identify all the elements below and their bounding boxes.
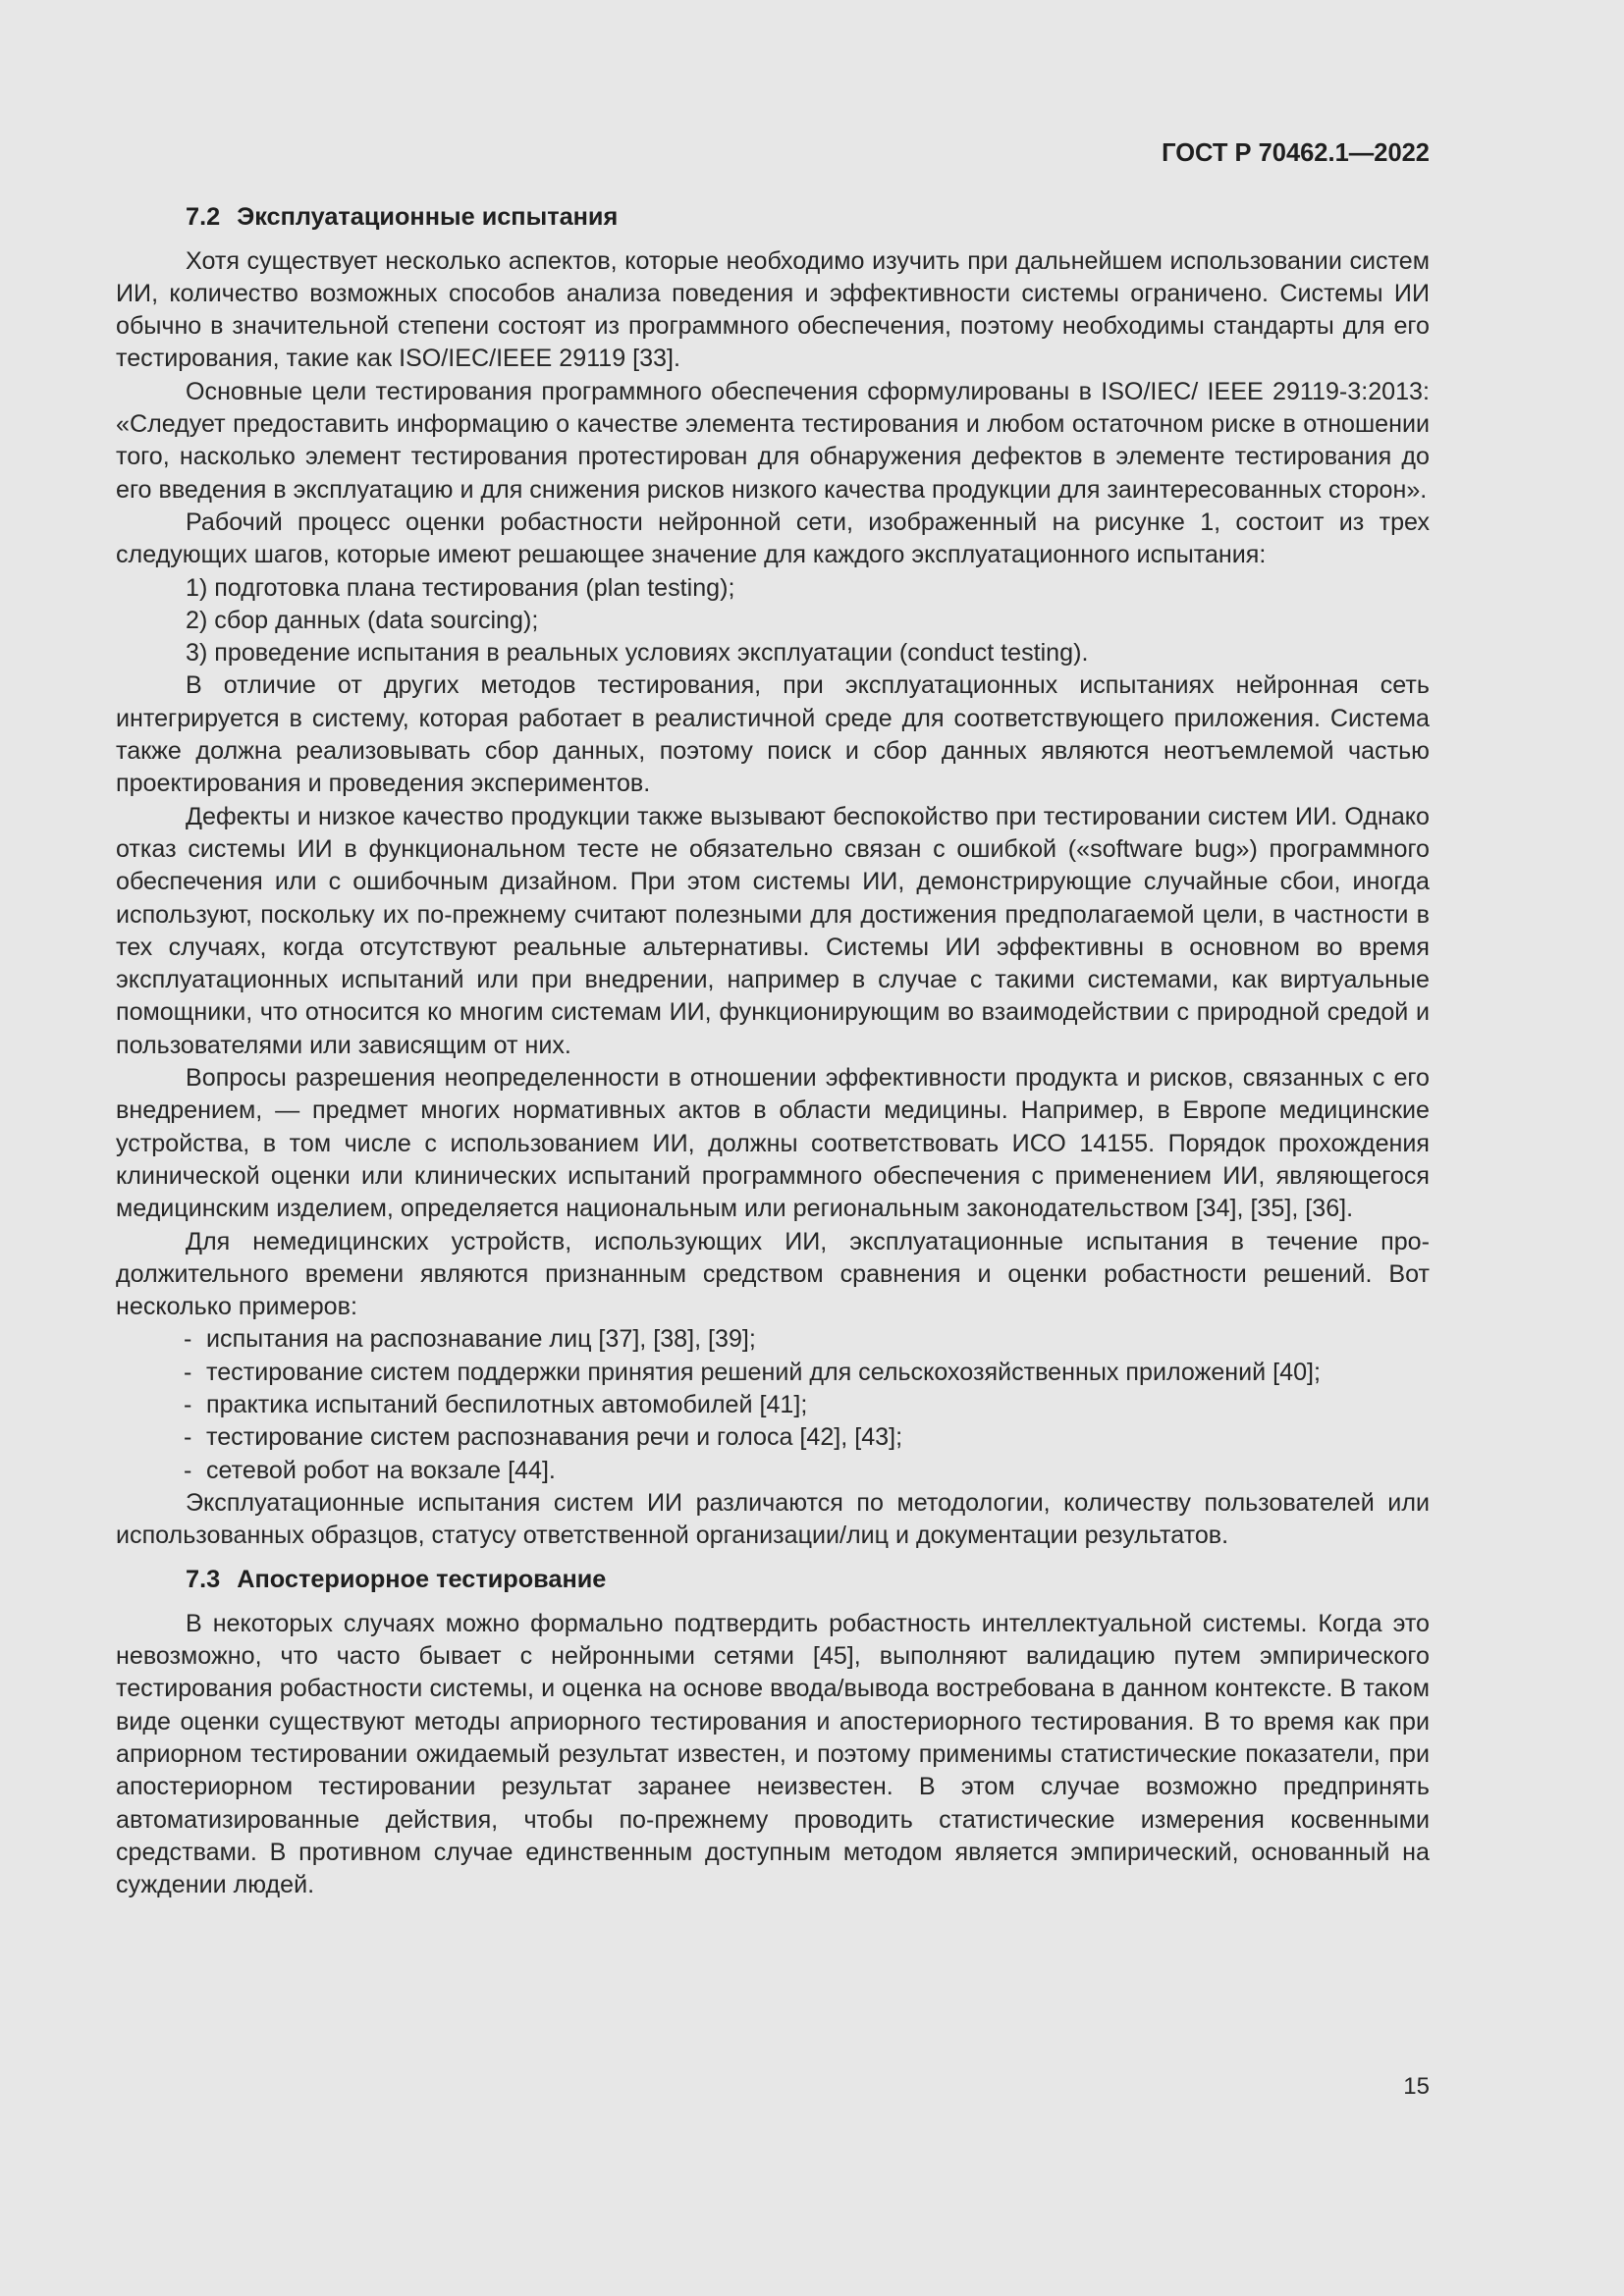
section-heading-7-2: [116, 201, 1430, 234]
paragraph: В некоторых случаях можно формально подтвердить робастность интеллектуальной системы. Когда это невозможно, что часто бывает с нейронными сетями [45], выполняют валидацию путем эмпирического тестирования робастности системы, и оценка на основе ввода/вывода востребована в данном контексте. В таком виде оценки существуют методы априорного тестирования и апостериорного тестирования. В то время как при априорном тестировании ожидаемый результат известен, и поэтому применимы статистические показатели, при апостериорном тестировании результат заранее неизвестен. В этом случае возможно предпринять автоматизированные действия, чтобы по-прежнему проводить статистические измерения косвенными средствами. В противном случае единственным доступным методом является эмпирический, основанный на суждении людей.: [116, 1609, 1430, 1899]
section-title: Апостериорное тестирование: [237, 1566, 607, 1594]
paragraph: Хотя существует несколько аспектов, которые необходимо изучить при дальнейшем использовании систем ИИ, количество возможных способов анализа поведения и эффективности системы ограничено. Системы ИИ обычно в значительной степени состоят из программного обеспечения, поэтому необходимы стандарты для его тестирования, такие как ISO/IEC/IEEE 29119 [33].: [116, 246, 1430, 373]
dash-list-item: [116, 1357, 1430, 1389]
dash-bullet: -: [184, 1390, 192, 1418]
page-number: 15: [1403, 2073, 1430, 2100]
dash-bullet: -: [184, 1325, 192, 1354]
numbered-list-item: 2) сбор данных (data sourcing);: [186, 606, 539, 634]
dash-list-item: [116, 1421, 1430, 1454]
section-heading-7-3: [116, 1564, 1430, 1596]
dash-list-item: [116, 1323, 1430, 1356]
section-number: 7.2: [186, 203, 221, 232]
dash-list-item: [116, 1455, 1430, 1487]
section-number: 7.3: [186, 1566, 221, 1594]
list-item-text: сетевой робот на вокзале [44].: [206, 1456, 556, 1484]
paragraph: Основные цели тестирования программного обеспечения сформулированы в ISO/IEC/ IEEE 29119-3:2013: «Следует предоставить информацию о качестве элемента тестирования и любом остаточном риске в отношении того, насколько элемент тестирования протестирован для обнаружения дефектов в элементе тестирования до его введения в эксплуатацию и для снижения рисков низкого качества продукции для заинтересованных сторон».: [116, 377, 1430, 504]
section-title: Эксплуатационные испытания: [237, 203, 619, 232]
paragraph: Для немедицинских устройств, использующих ИИ, эксплуатационные испытания в течение продолжительного времени являются признанным средством сравнения и оценки робастности решений. Вот несколько примеров:: [116, 1227, 1430, 1321]
paragraph: Вопросы разрешения неопределенности в отношении эффективности продукта и рисков, связанных с его внедрением, — предмет многих нормативных актов в области медицины. Например, в Европе медицинские устройства, в том числе с использованием ИИ, должны соответствовать ИСО 14155. Порядок прохождения клинической оценки или клинических испытаний программного обеспечения с применением ИИ, являющегося медицинским изделием, определяется национальным или региональным законодательством [34], [35], [36].: [116, 1064, 1430, 1223]
paragraph: Рабочий процесс оценки робастности нейронной сети, изображенный на рисунке 1, состоит из трех следующих шагов, которые имеют решающее значение для каждого эксплуатационного испытания:: [116, 507, 1430, 569]
paragraph: В отличие от других методов тестирования, при эксплуатационных испытаниях нейронная сеть интегрируется в систему, которая работает в реалистичной среде для соответствующего приложения. Система также должна реализовывать сбор данных, поэтому поиск и сбор данных являются неотъемлемой частью проектирования и проведения экспериментов.: [116, 671, 1430, 798]
document-header: ГОСТ Р 70462.1—2022: [1162, 139, 1430, 167]
list-item-text: тестирование систем поддержки принятия решений для сельскохозяйственных приложений [40];: [206, 1358, 1322, 1386]
list-item-text: практика испытаний беспилотных автомобилей [41];: [206, 1390, 808, 1418]
dash-list-item: [116, 1389, 1430, 1421]
document-page: [116, 137, 1430, 1901]
numbered-list-item: 1) подготовка плана тестирования (plan testing);: [186, 573, 735, 602]
numbered-list-item: 3) проведение испытания в реальных условиях эксплуатации (conduct testing).: [186, 639, 1089, 667]
list-item-text: испытания на распознавание лиц [37], [38], [39];: [206, 1325, 756, 1354]
paragraph: Дефекты и низкое качество продукции также вызывают беспокойство при тестировании систем ИИ. Однако отказ системы ИИ в функциональном тесте не обязательно связан с ошибкой («software bug») программного обеспечения или с ошибочным дизайном. При этом системы ИИ, демонстрирующие случайные сбои, иногда используют, поскольку их по-прежнему считают полезными для достижения предполагаемой цели, в частности в тех случаях, когда отсутствуют реальные альтернативы. Системы ИИ эффективны в основном во время эксплуатационных испытаний или при внедрении, например в случае с такими системами, как виртуальные помощники, что относится ко многим системам ИИ, функционирующим во взаимодействии с природной средой и пользователями или зависящим от них.: [116, 802, 1430, 1059]
list-item-text: тестирование систем распознавания речи и голоса [42], [43];: [206, 1423, 903, 1452]
dash-bullet: -: [184, 1358, 192, 1386]
dash-bullet: -: [184, 1423, 192, 1452]
dash-bullet: -: [184, 1456, 192, 1484]
paragraph: Эксплуатационные испытания систем ИИ различаются по методологии, количеству пользователей или использованных образцов, статусу ответственной организации/лиц и документации результатов.: [116, 1488, 1430, 1550]
